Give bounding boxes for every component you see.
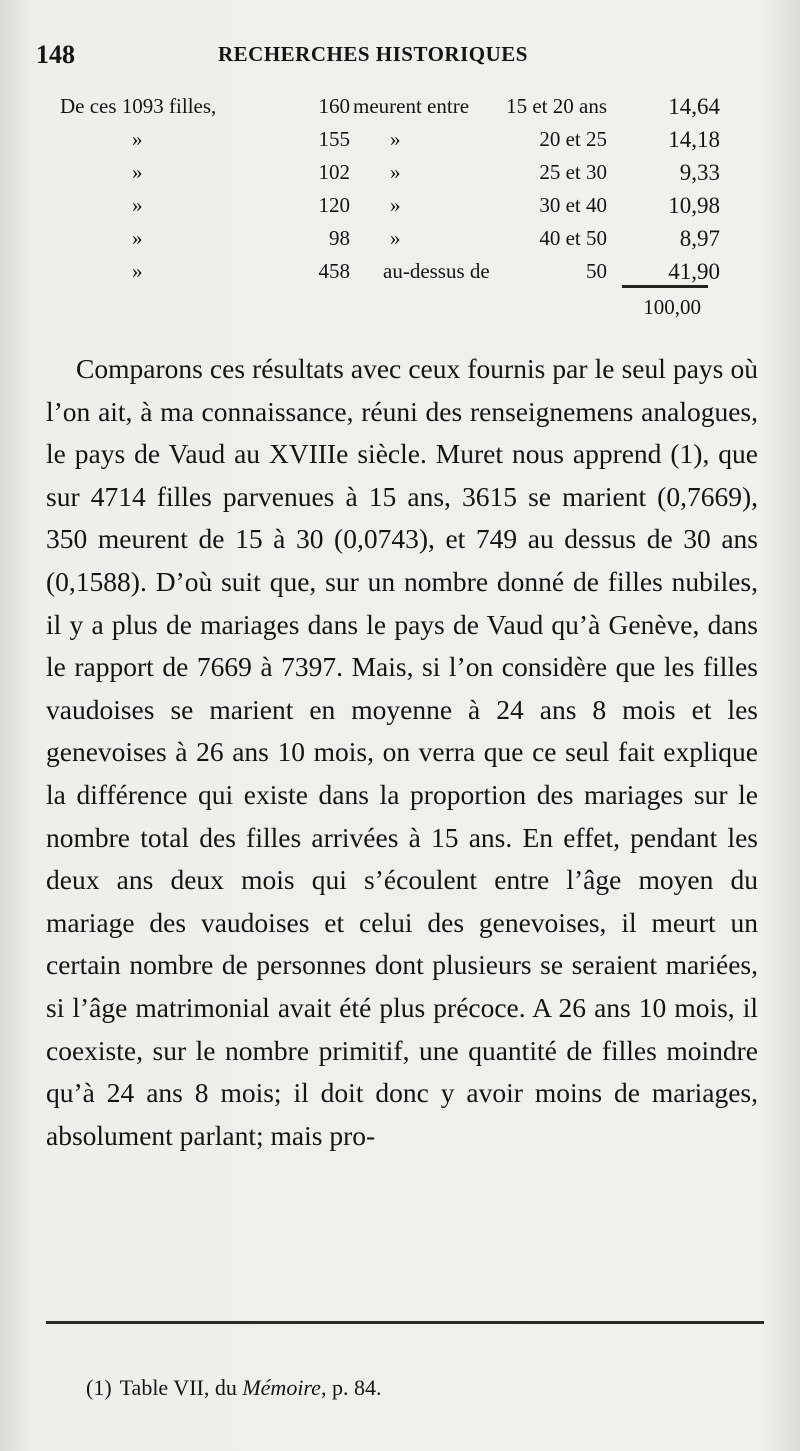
row-label: »: [132, 226, 143, 250]
table-total: 100,00: [643, 295, 701, 319]
row-percentage: 10,98: [668, 193, 720, 218]
row-label: »: [132, 127, 143, 151]
footnote-title: Mémoire: [242, 1375, 321, 1400]
row-count: 98: [329, 226, 350, 250]
table-row: [60, 121, 720, 154]
sum-rule: [622, 285, 708, 288]
row-relation: meurent entre: [353, 94, 470, 118]
footnote-rule: [46, 1321, 764, 1324]
row-relation: »: [390, 127, 401, 151]
footnote-text-before: Table VII, du: [119, 1375, 243, 1400]
page-header: [36, 40, 736, 80]
row-count: 155: [318, 127, 350, 151]
row-count: 102: [318, 160, 350, 184]
row-age-range: 40 et 50: [539, 226, 607, 250]
footnote: [86, 1375, 381, 1401]
row-age-range: 20 et 25: [539, 127, 607, 151]
row-percentage: 8,97: [679, 226, 720, 251]
row-age-range: 15 et 20 ans: [506, 94, 607, 118]
table-row: [60, 220, 720, 253]
row-count: 160: [318, 94, 350, 118]
row-percentage: 41,90: [668, 259, 720, 284]
row-percentage: 9,33: [679, 160, 720, 185]
row-label: »: [132, 160, 143, 184]
row-percentage: 14,18: [668, 127, 720, 152]
body-text: [46, 348, 758, 1157]
row-relation: »: [390, 226, 401, 250]
row-percentage: 14,64: [668, 94, 720, 119]
row-age-range: 25 et 30: [539, 160, 607, 184]
row-relation: »: [390, 193, 401, 217]
row-relation: »: [390, 160, 401, 184]
mortality-table: [60, 88, 720, 286]
row-label: »: [132, 193, 143, 217]
table-row: [60, 154, 720, 187]
row-age-range: 50: [586, 259, 607, 283]
footnote-marker: (1): [86, 1375, 112, 1400]
row-count: 120: [318, 193, 350, 217]
row-label: »: [132, 259, 143, 283]
paragraph: Comparons ces résultats avec ceux fournis par le seul pays où l’on ait, à ma connaissance, réuni des renseignemens analogues, le pays de Vaud au XVIIIe siècle. Muret nous apprend (1), que sur 4714 filles parvenues à 15 ans, 3615 se marient (0,7669), 350 meurent de 15 à 30 (0,0743), et 749 au dessus de 30 ans (0,1588). D’où suit que, sur un nombre donné de filles nubiles, il y a plus de mariages dans le pays de Vaud qu’à Genève, dans le rapport de 7669 à 7397. Mais, si l’on considère que les filles vaudoises se marient en moyenne à 24 ans 8 mois et les genevoises à 26 ans 10 mois, on verra que ce seul fait explique la différence qui existe dans la proportion des mariages sur le nombre total des filles arrivées à 15 ans. En effet, pendant les deux ans deux mois qui s’écoulent entre l’âge moyen du mariage des vaudoises et celui des genevoises, il meurt un certain nombre de personnes dont plusieurs se seraient mariées, si l’âge matrimonial avait été plus précoce. A 26 ans 10 mois, il coexiste, sur le nombre primitif, une quantité de filles moindre qu’à 24 ans 8 mois; il doit donc y avoir moins de mariages, absolument parlant; mais pro-: [46, 353, 758, 1151]
page-number: 148: [36, 40, 75, 69]
running-title: RECHERCHES HISTORIQUES: [218, 42, 528, 66]
footnote-text-after: , p. 84.: [320, 1375, 382, 1400]
row-relation: au-dessus de: [383, 259, 490, 283]
table-row: [60, 253, 720, 286]
table-row: [60, 88, 720, 121]
row-label: De ces 1093 filles,: [60, 94, 217, 118]
table-row: [60, 187, 720, 220]
row-count: 458: [318, 259, 350, 283]
row-age-range: 30 et 40: [539, 193, 607, 217]
